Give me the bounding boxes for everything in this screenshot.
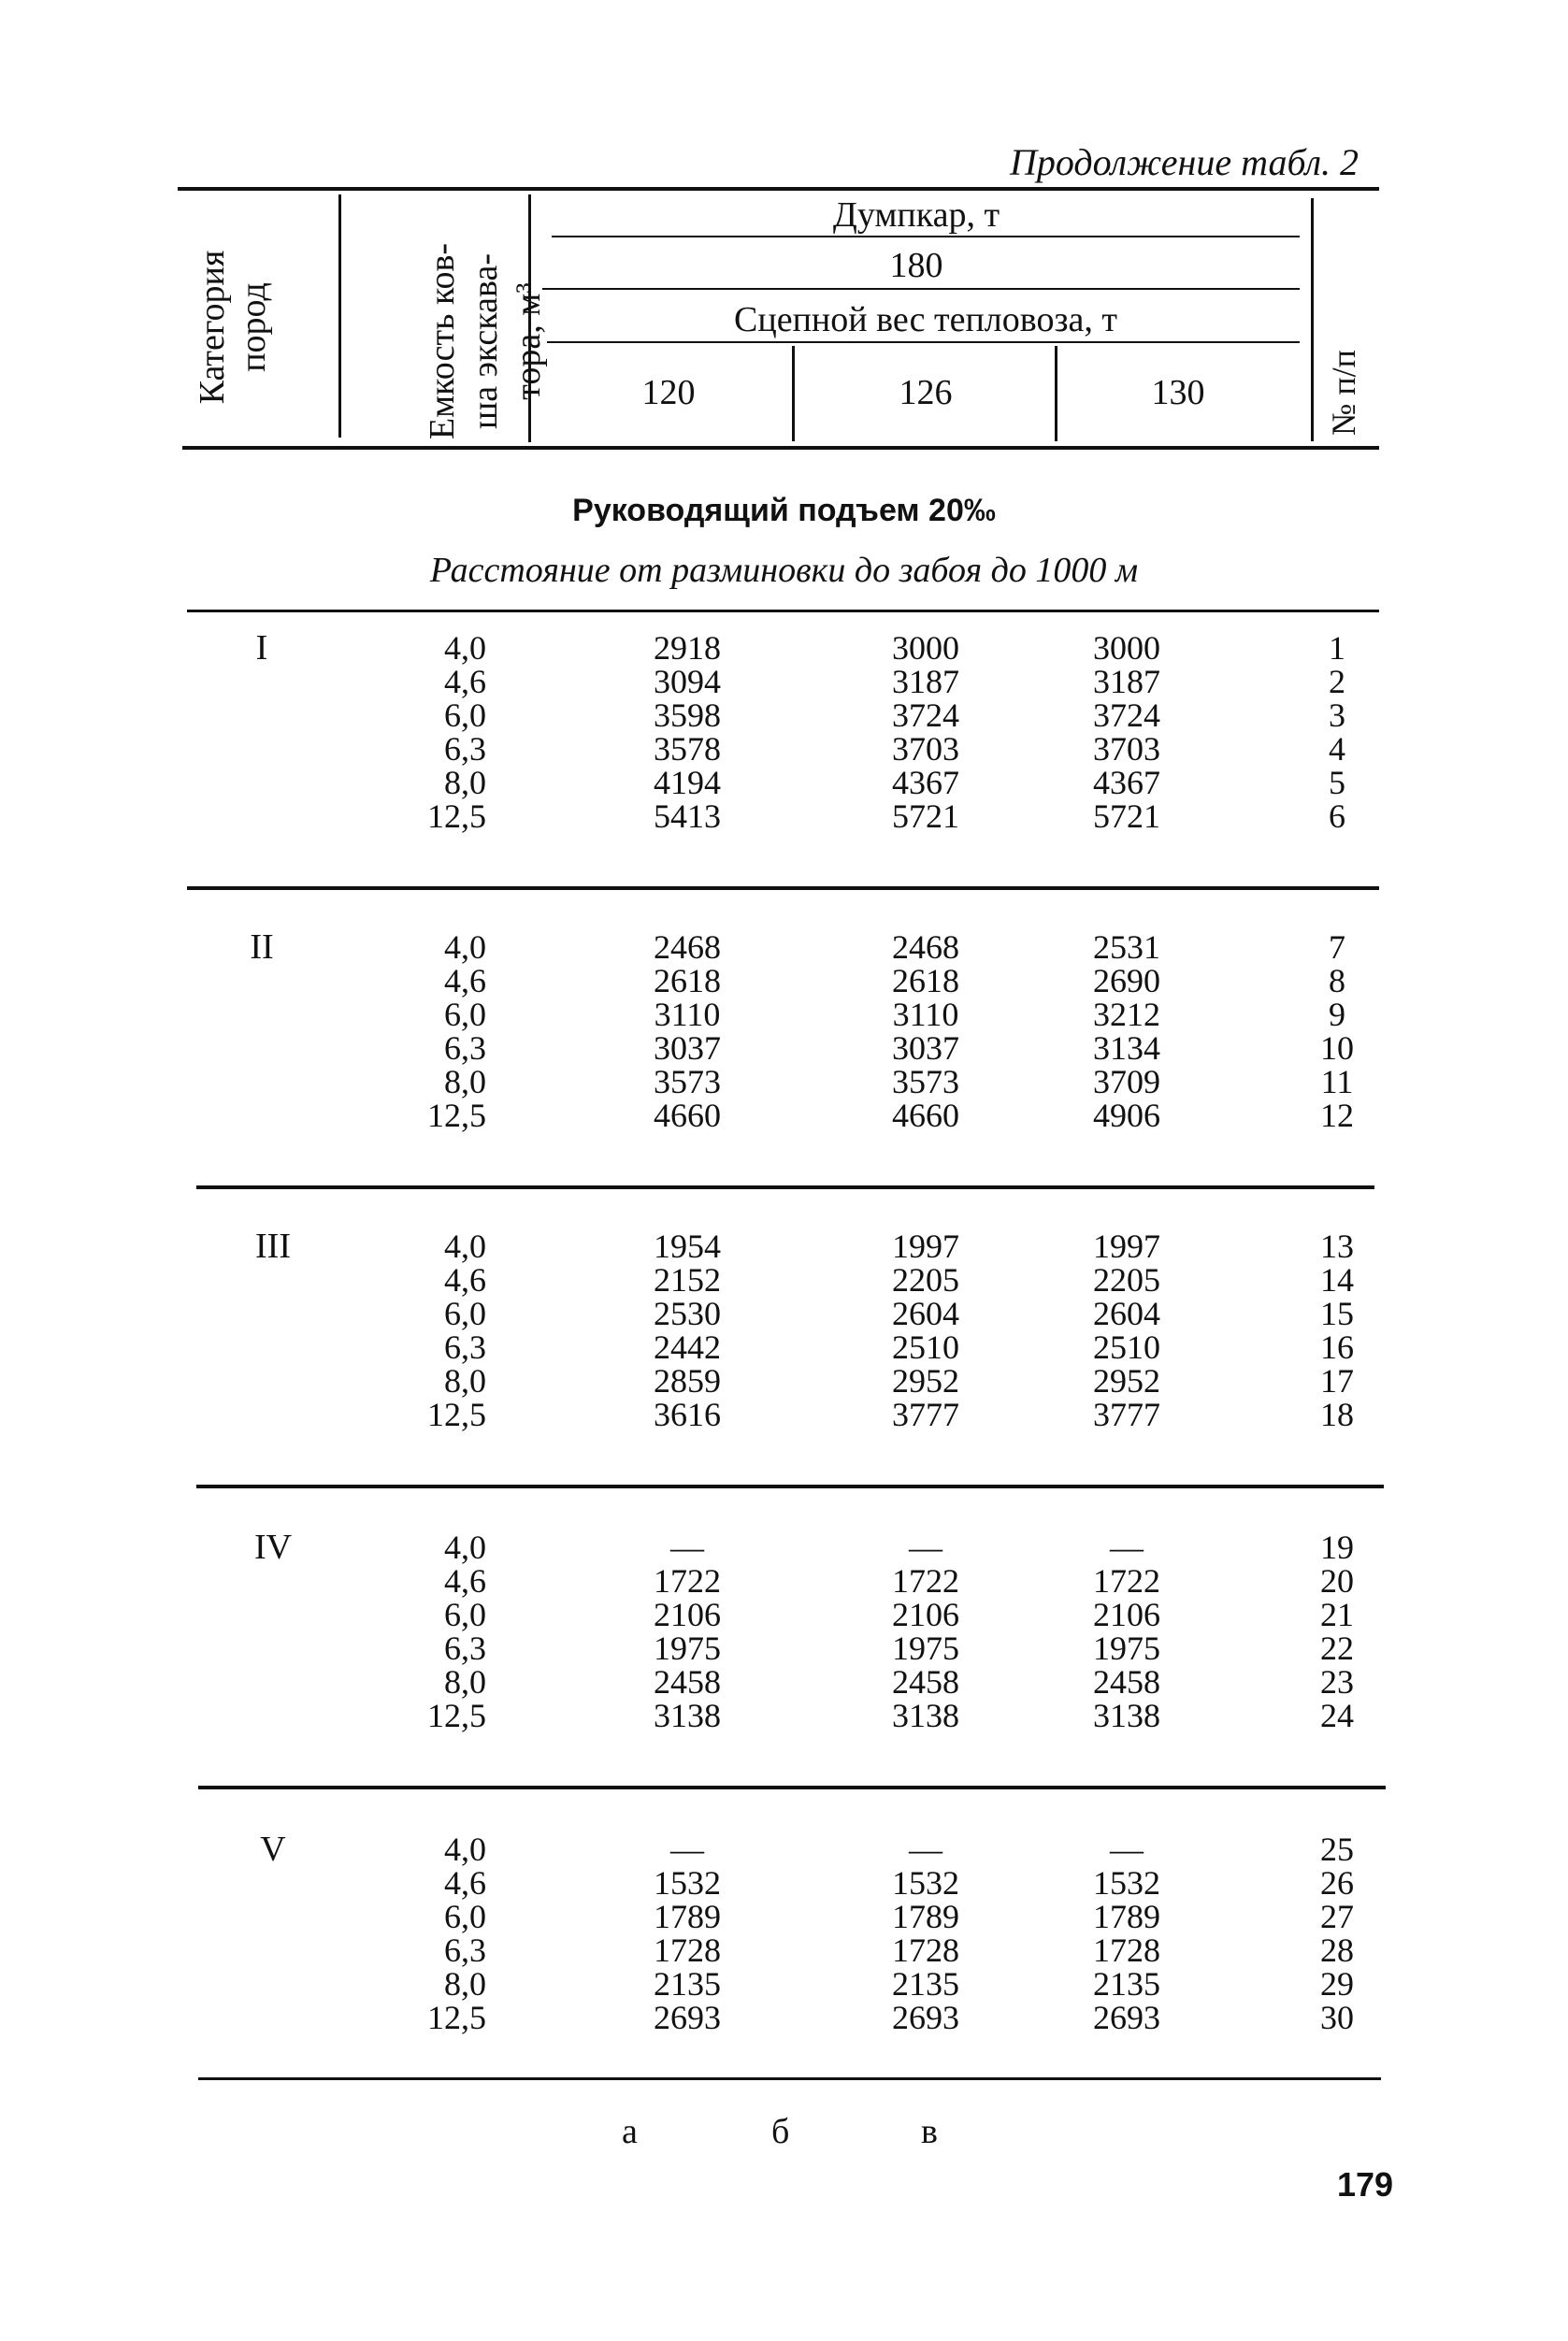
value-126-cell: 2106 <box>892 1596 959 1633</box>
value-126-cell: 3724 <box>892 697 959 734</box>
row-number-cell: 13 <box>1320 1228 1354 1265</box>
row-number-cell: 2 <box>1329 663 1345 700</box>
row-number-cell: 12 <box>1320 1097 1354 1134</box>
value-130-cell: 3724 <box>1093 697 1160 734</box>
value-130-cell: 1997 <box>1093 1228 1160 1265</box>
row-number-cell: 21 <box>1320 1596 1354 1633</box>
capacity-cell: 4,6 <box>444 962 486 999</box>
capacity-cell: 6,0 <box>444 1295 486 1332</box>
value-120-cell: 3578 <box>654 730 721 768</box>
value-130-cell: 3000 <box>1093 629 1160 667</box>
capacity-cell: 12,5 <box>427 797 486 835</box>
value-120-cell: 1975 <box>654 1630 721 1667</box>
row-number-cell: 7 <box>1329 928 1345 966</box>
row-number-cell: 25 <box>1320 1831 1354 1868</box>
loco-rule <box>547 341 1300 343</box>
value-130-cell: 2458 <box>1093 1663 1160 1701</box>
header-top-rule <box>178 187 1379 191</box>
group-rule <box>187 610 1379 612</box>
value-126-cell: 2205 <box>892 1261 959 1299</box>
value-130-cell: 3777 <box>1093 1396 1160 1433</box>
dumpcar-rule <box>552 236 1300 237</box>
value-126-cell: 4367 <box>892 764 959 801</box>
value-126-cell: 5721 <box>892 797 959 835</box>
value-120-cell: 2152 <box>654 1261 721 1299</box>
value-120-cell: 1728 <box>654 1932 721 1969</box>
value-126-cell: 3110 <box>892 996 959 1033</box>
value-126-cell: — <box>909 1831 942 1868</box>
category-label: I <box>255 628 268 668</box>
capacity-cell: 4,0 <box>444 928 486 966</box>
category-label: II <box>250 927 274 967</box>
row-number-cell: 27 <box>1320 1898 1354 1935</box>
dumpcar-label: Думпкар, т <box>832 195 1000 235</box>
value-120-cell: 3573 <box>654 1063 721 1100</box>
capacity-cell: 4,6 <box>444 1261 486 1299</box>
capacity-cell: 12,5 <box>427 1097 486 1134</box>
value-130-cell: 2693 <box>1093 1999 1160 2036</box>
value-130-cell: 2531 <box>1093 928 1160 966</box>
value-126-cell: 2618 <box>892 962 959 999</box>
value-120-cell: 3138 <box>654 1697 721 1734</box>
value-130-cell: 1532 <box>1093 1864 1160 1902</box>
value-130-cell: 2135 <box>1093 1965 1160 2003</box>
value-120-cell: 1954 <box>654 1228 721 1265</box>
row-number-cell: 5 <box>1329 764 1345 801</box>
value-126-cell: 3000 <box>892 629 959 667</box>
row-number-cell: 24 <box>1320 1697 1354 1734</box>
row-number-cell: 14 <box>1320 1261 1354 1299</box>
value-126-cell: 1532 <box>892 1864 959 1902</box>
value-120-cell: 1789 <box>654 1898 721 1935</box>
value-130-cell: 3138 <box>1093 1697 1160 1734</box>
row-number-cell: 22 <box>1320 1630 1354 1667</box>
capacity-cell: 12,5 <box>427 1999 486 2036</box>
value-120-cell: — <box>670 1831 704 1868</box>
footer-letter-b: б <box>771 2112 790 2151</box>
row-number-cell: 8 <box>1329 962 1345 999</box>
value-120-cell: 3616 <box>654 1396 721 1433</box>
capacity-cell: 4,0 <box>444 1529 486 1566</box>
capacity-cell: 4,0 <box>444 1831 486 1868</box>
value-126-cell: 4660 <box>892 1097 959 1134</box>
value-130-cell: 3134 <box>1093 1029 1160 1067</box>
row-number-cell: 30 <box>1320 1999 1354 2036</box>
value-126-cell: 1789 <box>892 1898 959 1935</box>
category-label: IV <box>253 1528 293 1567</box>
value-130-cell: 4367 <box>1093 764 1160 801</box>
value-126-cell: 1975 <box>892 1630 959 1667</box>
capacity-cell: 8,0 <box>444 1663 486 1701</box>
value-130-cell: 3212 <box>1093 996 1160 1033</box>
value-126-cell: 2468 <box>892 928 959 966</box>
value-120-cell: 2693 <box>654 1999 721 2036</box>
value-120-cell: 2458 <box>654 1663 721 1701</box>
value-126-cell: 3187 <box>892 663 959 700</box>
capacity-cell: 8,0 <box>444 1063 486 1100</box>
capacity-cell: 8,0 <box>444 1362 486 1400</box>
capacity-cell: 6,0 <box>444 1596 486 1633</box>
value-130-cell: 3703 <box>1093 730 1160 768</box>
row-number-cell: 11 <box>1320 1063 1354 1100</box>
capacity-cell: 6,3 <box>444 1630 486 1667</box>
row-number-cell: 19 <box>1320 1529 1354 1566</box>
group-rule <box>198 2077 1381 2080</box>
row-number-cell: 9 <box>1329 996 1345 1033</box>
value-130-cell: 2604 <box>1093 1295 1160 1332</box>
capacity-cell: 6,3 <box>444 730 486 768</box>
value-120-cell: 2468 <box>654 928 721 966</box>
header-divider-loco-1 <box>792 346 795 441</box>
capacity-cell: 6,0 <box>444 1898 486 1935</box>
capacity-cell: 8,0 <box>444 764 486 801</box>
value-120-cell: 4194 <box>654 764 721 801</box>
value-120-cell: 2442 <box>654 1328 721 1366</box>
loco-weight-label: Сцепной вес тепловоза, т <box>734 300 1117 339</box>
capacity-cell: 6,0 <box>444 996 486 1033</box>
value-130-cell: 1728 <box>1093 1932 1160 1969</box>
row-number-cell: 20 <box>1320 1562 1354 1600</box>
row-number-cell: 28 <box>1320 1932 1354 1969</box>
value-126-cell: 1722 <box>892 1562 959 1600</box>
value-130-cell: — <box>1110 1529 1144 1566</box>
row-number-cell: 18 <box>1320 1396 1354 1433</box>
loco-weight-130: 130 <box>1151 373 1205 412</box>
value-130-cell: 5721 <box>1093 797 1160 835</box>
value-126-cell: 1997 <box>892 1228 959 1265</box>
row-number-cell: 6 <box>1329 797 1345 835</box>
header-divider-1 <box>338 194 341 438</box>
value-120-cell: 3094 <box>654 663 721 700</box>
value-130-cell: 2205 <box>1093 1261 1160 1299</box>
value-130-cell: 2690 <box>1093 962 1160 999</box>
value-120-cell: 2135 <box>654 1965 721 2003</box>
group-rule <box>196 1485 1384 1488</box>
value-130-cell: — <box>1110 1831 1144 1868</box>
group-rule <box>198 1786 1386 1789</box>
row-number-cell: 16 <box>1320 1328 1354 1366</box>
bucket-capacity-header: Емкость ков- ша экскава- тора, м³ <box>423 242 548 440</box>
group-rule <box>196 1185 1374 1189</box>
header-divider-3 <box>1311 198 1314 441</box>
capacity-cell: 4,6 <box>444 1562 486 1600</box>
value-120-cell: 2918 <box>654 629 721 667</box>
value-126-cell: 2458 <box>892 1663 959 1701</box>
value-120-cell: 2530 <box>654 1295 721 1332</box>
value-130-cell: 1975 <box>1093 1630 1160 1667</box>
footer-letter-a: а <box>622 2112 638 2151</box>
value-126-cell: 3703 <box>892 730 959 768</box>
group-rule <box>187 886 1379 890</box>
capacity-cell: 6,0 <box>444 697 486 734</box>
value-120-cell: 2859 <box>654 1362 721 1400</box>
row-number-cell: 3 <box>1329 697 1345 734</box>
value-130-cell: 3709 <box>1093 1063 1160 1100</box>
section-subtitle: Расстояние от разминовки до забоя до 1000 м <box>429 551 1139 590</box>
value-120-cell: 3037 <box>654 1029 721 1067</box>
row-number-cell: 17 <box>1320 1362 1354 1400</box>
value-126-cell: 2135 <box>892 1965 959 2003</box>
capacity-cell: 12,5 <box>427 1697 486 1734</box>
dumpcar-value: 180 <box>889 246 943 285</box>
value-126-cell: 3138 <box>892 1697 959 1734</box>
header-divider-loco-2 <box>1055 346 1057 441</box>
value-120-cell: 3110 <box>654 996 721 1033</box>
value-126-cell: 3777 <box>892 1396 959 1433</box>
capacity-cell: 4,0 <box>444 1228 486 1265</box>
value-120-cell: 1532 <box>654 1864 721 1902</box>
value-120-cell: — <box>670 1529 704 1566</box>
capacity-cell: 4,0 <box>444 629 486 667</box>
row-number-cell: 4 <box>1329 730 1345 768</box>
value-126-cell: 1728 <box>892 1932 959 1969</box>
section-title: Руководящий подъем 20‰ <box>572 493 996 528</box>
value-130-cell: 3187 <box>1093 663 1160 700</box>
value-126-cell: 3573 <box>892 1063 959 1100</box>
value-130-cell: 2952 <box>1093 1362 1160 1400</box>
capacity-cell: 4,6 <box>444 1864 486 1902</box>
capacity-cell: 6,3 <box>444 1328 486 1366</box>
value-120-cell: 3598 <box>654 697 721 734</box>
category-label: III <box>255 1227 291 1266</box>
capacity-cell: 6,3 <box>444 1932 486 1969</box>
row-number-cell: 1 <box>1329 629 1345 667</box>
value-120-cell: 1722 <box>654 1562 721 1600</box>
value-130-cell: 2106 <box>1093 1596 1160 1633</box>
dumpcar-value-rule <box>542 288 1300 290</box>
value-126-cell: — <box>909 1529 942 1566</box>
category-label: V <box>260 1830 286 1869</box>
capacity-cell: 4,6 <box>444 663 486 700</box>
row-number-header: № п/п <box>1325 350 1362 436</box>
value-126-cell: 3037 <box>892 1029 959 1067</box>
loco-weight-126: 126 <box>899 373 953 412</box>
row-number-cell: 23 <box>1320 1663 1354 1701</box>
capacity-cell: 12,5 <box>427 1396 486 1433</box>
continuation-title: Продолжение табл. 2 <box>1010 141 1359 183</box>
value-126-cell: 2604 <box>892 1295 959 1332</box>
page-number: 179 <box>1337 2165 1394 2204</box>
row-number-cell: 10 <box>1320 1029 1354 1067</box>
value-120-cell: 4660 <box>654 1097 721 1134</box>
value-126-cell: 2693 <box>892 1999 959 2036</box>
capacity-cell: 8,0 <box>444 1965 486 2003</box>
header-bottom-rule <box>182 446 1379 450</box>
row-number-cell: 15 <box>1320 1295 1354 1332</box>
value-120-cell: 5413 <box>654 797 721 835</box>
value-126-cell: 2952 <box>892 1362 959 1400</box>
value-130-cell: 4906 <box>1093 1097 1160 1134</box>
capacity-cell: 6,3 <box>444 1029 486 1067</box>
loco-weight-120: 120 <box>641 373 696 412</box>
value-130-cell: 2510 <box>1093 1328 1160 1366</box>
footer-letter-v: в <box>921 2112 938 2151</box>
value-120-cell: 2106 <box>654 1596 721 1633</box>
value-120-cell: 2618 <box>654 962 721 999</box>
value-130-cell: 1722 <box>1093 1562 1160 1600</box>
row-number-cell: 29 <box>1320 1965 1354 2003</box>
value-130-cell: 1789 <box>1093 1898 1160 1935</box>
value-126-cell: 2510 <box>892 1328 959 1366</box>
category-header: Категория пород <box>193 250 273 405</box>
row-number-cell: 26 <box>1320 1864 1354 1902</box>
